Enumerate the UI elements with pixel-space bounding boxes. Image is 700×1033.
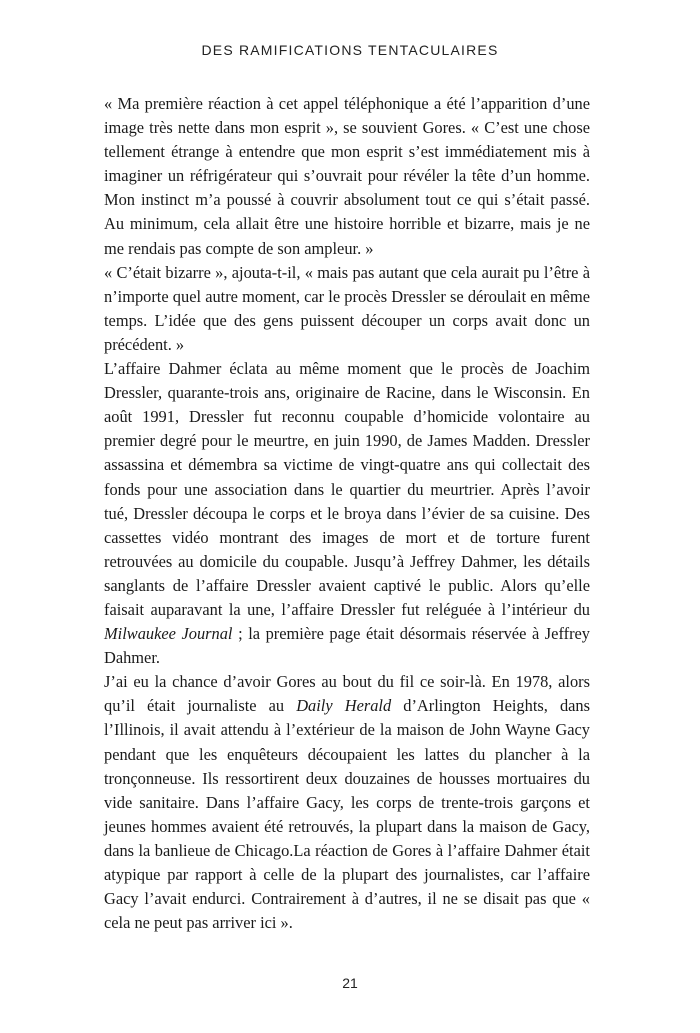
paragraph-4 xyxy=(104,670,590,935)
paragraph-3 xyxy=(104,357,590,670)
running-header: DES RAMIFICATIONS TENTACULAIRES xyxy=(201,42,499,58)
body-text xyxy=(104,92,590,935)
paragraph-4-publication-title: Daily Herald xyxy=(296,696,392,716)
paragraph-3-text-before: L’affaire Dahmer éclata au même moment que le procès de Joachim Dressler, quarante-trois ans, originaire de Racine, dans le Wisconsin. En août 1991, Dressler fut reconnu coupable d’homicide volontaire au premier degré pour le meurtre, en juin 1990, de James Madden. Dressler assassina et démembra sa victime de vingt-quatre ans qui collectait des fonds pour une association dans le quartier du meurtrier. Après l’avoir tué, Dressler découpa le corps et le broya dans l’évier de sa cuisine. Des cassettes vidéo montrant des images de mort et de torture furent retrouvées au domicile du coupable. Jusqu’à Jeffrey Dahmer, les détails sanglants de l’affaire Dressler avaient captivé le public. Alors qu’elle faisait auparavant la une, l’affaire Dressler fut reléguée à l’intérieur du xyxy=(104,359,590,619)
paragraph-3-text-after: ; la première page était désormais réservée à Jeffrey Dahmer. xyxy=(104,624,590,668)
paragraph-2: « C’était bizarre », ajouta-t-il, « mais pas autant que cela aurait pu l’être à n’importe quel autre moment, car le procès Dressler se déroulait en même temps. L’idée que des gens puissent découper un corps avait donc un précédent. » xyxy=(104,262,590,354)
paragraph-4-text-before: J’ai eu la chance d’avoir Gores au bout du fil ce soir-là. En 1978, alors qu’il était journaliste au xyxy=(104,672,590,716)
paragraph-4-text-after: d’Arlington Heights, dans l’Illinois, il avait attendu à l’extérieur de la maison de John Wayne Gacy pendant que les enquêteurs découpaient les lattes du plancher à la tronçonneuse. Ils ressortirent deux douzaines de housses mortuaires du vide sanitaire. Dans l’affaire Gacy, les corps de trente-trois garçons et jeunes hommes avaient été retrouvés, la plupart dans la maison de Gacy, dans la banlieue de Chicago.La réaction de Gores à l’affaire Dahmer était atypique par rapport à celle de la plupart des journalistes, car l’affaire Gacy l’avait endurci. Contrairement à d’autres, il ne se disait pas que « cela ne peut pas arriver ici ». xyxy=(104,696,590,933)
paragraph-3-publication-title: Milwaukee Journal xyxy=(104,624,233,644)
page-number: 21 xyxy=(342,975,358,991)
paragraph-1: « Ma première réaction à cet appel téléphonique a été l’apparition d’une image très nette dans mon esprit », se souvient Gores. « C’est une chose tellement étrange à entendre que mon esprit s’est immédiatement mis à imaginer un réfrigérateur qui s’ouvrait pour révéler la tête d’un homme. Mon instinct m’a poussé à couvrir absolument tout ce qui s’était passé. Au minimum, cela allait être une histoire horrible et bizarre, mais je ne me rendais pas compte de son ampleur. » xyxy=(104,94,590,258)
